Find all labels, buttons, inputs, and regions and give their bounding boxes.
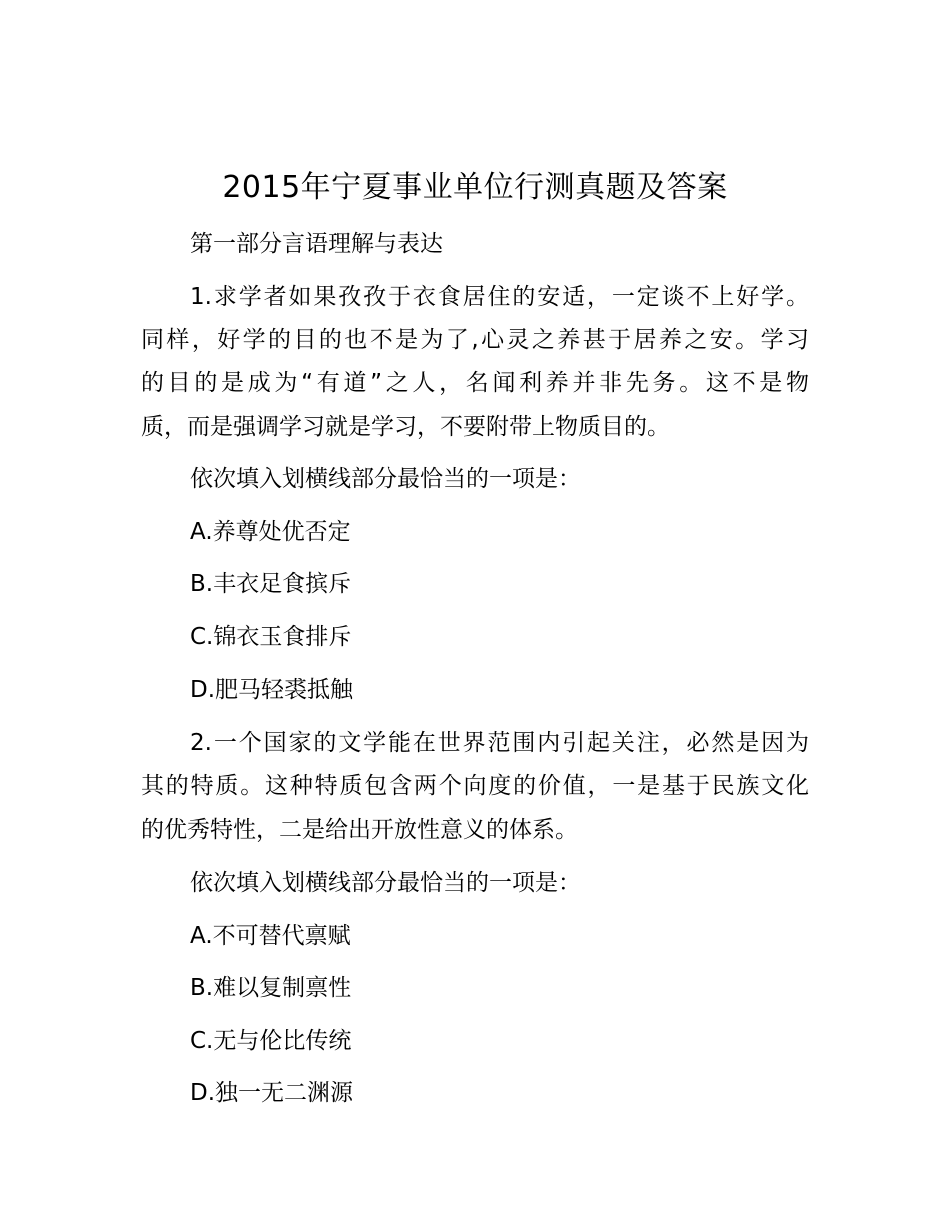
q2-option-a: A.不可替代禀赋 [190, 923, 351, 949]
q1-option-d: D.肥马轻裘抵触 [190, 677, 354, 703]
document-title: 2015年宁夏事业单位行测真题及答案 [222, 170, 728, 205]
q2-line-2: 其的特质。这种特质包含两个向度的价值，一是基于民族文化 [141, 773, 809, 799]
q1-option-a: A.养尊处优否定 [190, 519, 351, 545]
q2-prompt: 依次填入划横线部分最恰当的一项是： [190, 870, 581, 896]
q2-option-c: C.无与伦比传统 [190, 1028, 352, 1054]
q1-option-c: C.锦衣玉食排斥 [190, 624, 352, 650]
q2-option-d: D.独一无二渊源 [190, 1080, 354, 1106]
q2-option-b: B.难以复制禀性 [190, 975, 352, 1001]
q1-prompt: 依次填入划横线部分最恰当的一项是： [190, 466, 581, 492]
q1-line-1: 1.求学者如果孜孜于衣食居住的安适，一定谈不上好学。 [190, 284, 809, 310]
q1-line-2: 同样，好学的目的也不是为了,心灵之养甚于居养之安。学习 [141, 327, 809, 353]
q1-line-4: 质，而是强调学习就是学习，不要附带上物质目的。 [141, 414, 670, 440]
q2-line-1: 2.一个国家的文学能在世界范围内引起关注，必然是因为 [190, 730, 809, 756]
section-heading: 第一部分言语理解与表达 [190, 231, 443, 257]
q2-line-3: 的优秀特性，二是给出开放性意义的体系。 [141, 817, 578, 843]
q1-option-b: B.丰衣足食摈斥 [190, 571, 352, 597]
q1-line-3: 的目的是成为“有道”之人，名闻利养并非先务。这不是物 [141, 370, 809, 396]
